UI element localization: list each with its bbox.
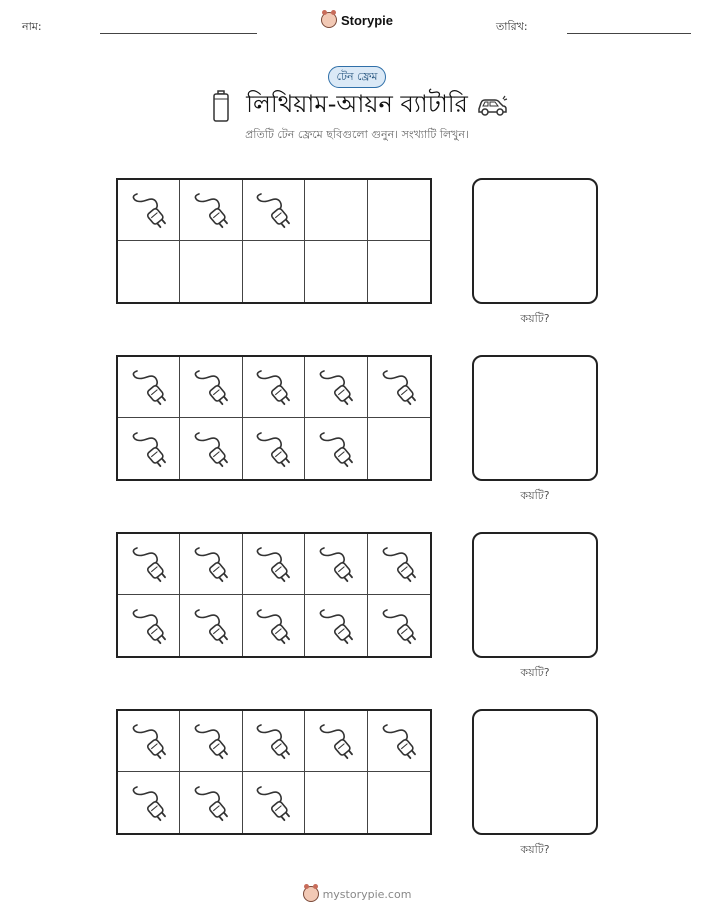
frame-cell: [180, 180, 242, 241]
plug-icon: [251, 425, 295, 473]
frame-cell: [243, 418, 305, 479]
frame-cell: [243, 534, 305, 595]
plug-icon: [377, 717, 421, 765]
frame-cell: [243, 357, 305, 418]
plug-icon: [127, 425, 171, 473]
frame-cell: [118, 241, 180, 302]
answer-label-3: কয়টি?: [520, 666, 550, 679]
frame-cell: [305, 357, 367, 418]
ten-frame-3: [116, 532, 432, 658]
mascot-icon: [321, 12, 337, 28]
frame-cell: [118, 357, 180, 418]
frame-cell: [305, 241, 367, 302]
frame-cell: [118, 180, 180, 241]
plug-icon: [189, 540, 233, 588]
answer-box-2[interactable]: [472, 355, 598, 481]
name-label: নাম:: [22, 20, 42, 33]
ten-frame-2: [116, 355, 432, 481]
plug-icon: [314, 540, 358, 588]
brand-logo: [0, 12, 714, 32]
plug-icon: [127, 540, 171, 588]
frame-cell: [118, 595, 180, 656]
frame-cell: [305, 711, 367, 772]
plug-icon: [314, 602, 358, 650]
footer-url: mystorypie.com: [322, 887, 412, 901]
frame-cell: [180, 418, 242, 479]
plug-icon: [189, 717, 233, 765]
plug-icon: [127, 186, 171, 234]
plug-icon: [251, 540, 295, 588]
plug-icon: [314, 363, 358, 411]
page-title: লিথিয়াম-আয়ন ব্যাটারি: [246, 90, 468, 118]
date-field[interactable]: [567, 33, 691, 34]
frame-cell: [368, 241, 430, 302]
frame-cell: [118, 711, 180, 772]
ten-frame-4: [116, 709, 432, 835]
plug-icon: [377, 602, 421, 650]
plug-icon: [189, 602, 233, 650]
ten-frame-1: [116, 178, 432, 304]
answer-label-4: কয়টি?: [520, 843, 550, 856]
frame-cell: [243, 711, 305, 772]
answer-box-4[interactable]: [472, 709, 598, 835]
frame-cell: [118, 418, 180, 479]
frame-cell: [305, 534, 367, 595]
answer-box-3[interactable]: [472, 532, 598, 658]
footer: [0, 886, 714, 906]
frame-cell: [368, 711, 430, 772]
frame-cell: [305, 180, 367, 241]
frame-cell: [368, 180, 430, 241]
frame-cell: [243, 180, 305, 241]
plug-icon: [189, 779, 233, 827]
plug-icon: [251, 779, 295, 827]
worksheet-type-badge: টেন ফ্রেম: [328, 66, 386, 88]
plug-icon: [127, 717, 171, 765]
frame-cell: [368, 418, 430, 479]
frame-cell: [368, 772, 430, 833]
frame-cell: [243, 595, 305, 656]
plug-icon: [127, 602, 171, 650]
frame-cell: [180, 711, 242, 772]
plug-icon: [189, 425, 233, 473]
plug-icon: [127, 363, 171, 411]
plug-icon: [251, 717, 295, 765]
frame-cell: [305, 418, 367, 479]
date-label: তারিখ:: [496, 20, 528, 33]
frame-cell: [118, 534, 180, 595]
instructions: প্রতিটি টেন ফ্রেমে ছবিগুলো গুনুন। সংখ্যাটি লিখুন।: [245, 128, 469, 141]
frame-cell: [305, 772, 367, 833]
plug-icon: [251, 186, 295, 234]
plug-icon: [251, 602, 295, 650]
frame-cell: [180, 241, 242, 302]
frame-cell: [180, 357, 242, 418]
answer-box-1[interactable]: [472, 178, 598, 304]
plug-icon: [314, 425, 358, 473]
frame-cell: [368, 357, 430, 418]
frame-cell: [243, 241, 305, 302]
plug-icon: [251, 363, 295, 411]
answer-label-2: কয়টি?: [520, 489, 550, 502]
frame-cell: [180, 534, 242, 595]
brand-name: Storypie: [340, 12, 393, 28]
frame-cell: [180, 595, 242, 656]
frame-cell: [243, 772, 305, 833]
car-icon: [476, 94, 508, 118]
frame-cell: [305, 595, 367, 656]
plug-icon: [377, 540, 421, 588]
answer-label-1: কয়টি?: [520, 312, 550, 325]
frame-cell: [368, 595, 430, 656]
frame-cell: [180, 772, 242, 833]
plug-icon: [189, 363, 233, 411]
plug-icon: [314, 717, 358, 765]
plug-icon: [127, 779, 171, 827]
frame-cell: [118, 772, 180, 833]
plug-icon: [189, 186, 233, 234]
name-field[interactable]: [100, 33, 257, 34]
frame-cell: [368, 534, 430, 595]
mascot-icon: [303, 886, 319, 902]
plug-icon: [377, 363, 421, 411]
